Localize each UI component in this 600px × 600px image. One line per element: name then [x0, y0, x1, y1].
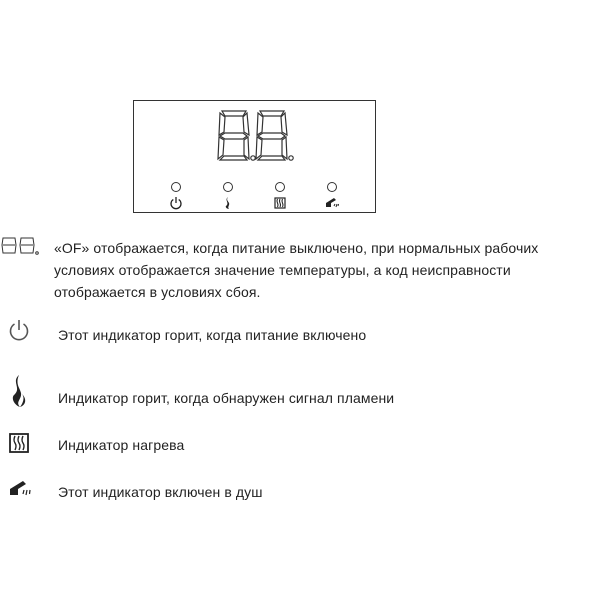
display-description-line-2: условиях отображается значение температуры, а код неисправности	[54, 262, 511, 278]
flame-icon	[7, 374, 29, 408]
power-icon	[169, 196, 183, 210]
display-description-line-3: отображается в условиях сбоя.	[54, 284, 261, 300]
indicator-led	[327, 182, 337, 192]
flame-icon	[221, 196, 235, 210]
indicator-led	[275, 182, 285, 192]
heating-icon	[8, 432, 30, 454]
legend-power-text: Этот индикатор горит, когда питание включено	[58, 327, 367, 343]
heating-icon	[273, 196, 287, 210]
indicator-led	[223, 182, 233, 192]
legend-heating-text: Индикатор нагрева	[58, 437, 185, 453]
display-description-line-1: «OF» отображается, когда питание выключено, при нормальных рабочих	[54, 240, 539, 256]
digit-display-icon	[0, 236, 42, 256]
power-icon	[7, 318, 31, 342]
shower-icon	[8, 478, 34, 500]
indicator-led	[171, 182, 181, 192]
legend-shower-text: Этот индикатор включен в душ	[58, 484, 263, 500]
legend-flame-text: Индикатор горит, когда обнаружен сигнал пламени	[58, 390, 395, 406]
shower-icon	[325, 196, 339, 210]
control-panel	[133, 100, 376, 213]
seven-segment-display	[216, 107, 294, 163]
